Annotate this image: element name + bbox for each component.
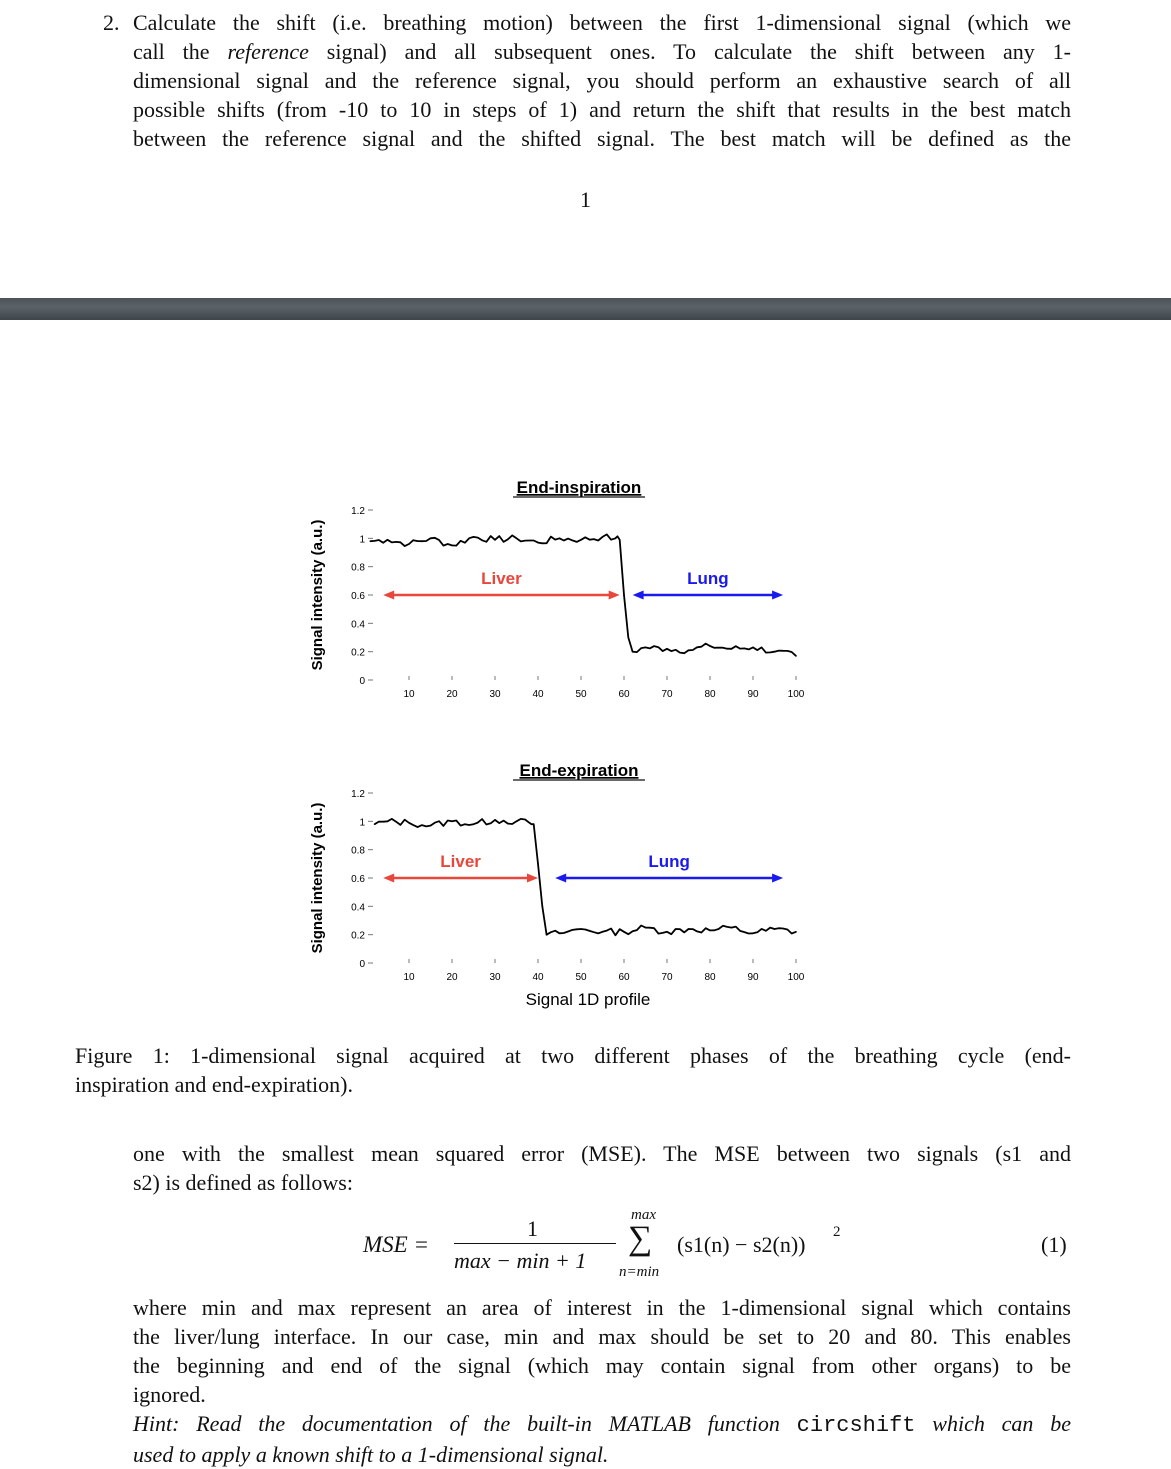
y-tick-label: 1.2	[351, 789, 365, 800]
data-point	[645, 927, 647, 929]
x-tick-label: 60	[618, 972, 630, 983]
data-point	[580, 928, 582, 930]
data-point	[774, 928, 776, 930]
x-tick-label: 40	[532, 689, 544, 700]
page-separator	[0, 298, 1171, 320]
page-top	[0, 0, 1171, 298]
data-point	[688, 649, 690, 651]
equation-numerator: 1	[527, 1216, 538, 1241]
data-point	[666, 648, 668, 650]
x-tick-label: 90	[747, 689, 759, 700]
y-tick-label: 1.2	[351, 506, 365, 517]
caption-line: Figure 1: 1-dimensional signal acquired at two different phases of the breathing cycle (end-	[75, 1043, 1071, 1068]
data-point	[430, 538, 432, 540]
arrowhead-left	[383, 874, 394, 883]
figure-signal-profiles	[0, 340, 1171, 1040]
caption-line: inspiration and end-expiration).	[75, 1072, 353, 1097]
x-tick-label: 80	[704, 689, 716, 700]
chart-title: End-expiration	[519, 761, 639, 780]
y-axis-label: Signal intensity (a.u.)	[309, 519, 326, 671]
y-tick-label: 0.8	[351, 845, 365, 857]
arrowhead-right	[609, 591, 620, 600]
y-tick-label: 0	[359, 959, 365, 970]
figure-caption	[75, 1041, 1071, 1099]
y-tick-label: 0.2	[351, 647, 365, 659]
equation-exponent: 2	[833, 1224, 841, 1240]
y-tick-label: 1	[359, 534, 365, 546]
emphasis-reference: reference	[227, 39, 309, 64]
data-point	[632, 651, 634, 653]
x-tick-label: 80	[704, 972, 716, 983]
data-point	[619, 539, 621, 541]
data-point	[430, 825, 432, 827]
data-point	[494, 819, 496, 821]
x-tick-label: 90	[747, 972, 759, 983]
data-point	[602, 536, 604, 538]
y-tick-label: 0.8	[351, 562, 365, 574]
x-tick-label: 70	[661, 972, 673, 983]
y-tick-label: 0.6	[351, 874, 365, 885]
data-point	[623, 931, 625, 933]
text-line: s2) is defined as follows:	[133, 1170, 353, 1195]
data-point	[795, 931, 797, 933]
text-line: the beginning and end of the signal (which may contain signal from other organs) to be	[133, 1353, 1071, 1378]
data-point	[451, 545, 453, 547]
arrowhead-right	[527, 874, 538, 883]
data-point	[559, 932, 561, 934]
arrowhead-left	[383, 591, 394, 600]
text-line: Calculate the shift (i.e. breathing motion) between the first 1-dimensional signal (which we	[133, 10, 1071, 35]
data-point	[709, 930, 711, 932]
equation-denominator: max − min + 1	[454, 1248, 587, 1273]
sum-upper-limit: max	[631, 1207, 656, 1223]
y-tick-label: 0	[359, 676, 365, 687]
text-line: between the reference signal and the shifted signal. The best match will be defined as the	[133, 126, 1071, 151]
data-point	[628, 637, 630, 639]
data-point	[546, 934, 548, 936]
sum-symbol: ∑	[628, 1220, 653, 1257]
y-tick-label: 0.6	[351, 591, 365, 602]
data-point	[688, 928, 690, 930]
x-tick-label: 60	[618, 689, 630, 700]
data-point	[387, 539, 389, 541]
hint-line: Hint: Read the documentation of the built-in MATLAB function circshift which can be	[133, 1411, 1071, 1438]
list-number: 2.	[103, 10, 120, 35]
data-point	[795, 655, 797, 657]
code-circshift: circshift	[796, 1413, 916, 1438]
data-point	[473, 536, 475, 538]
data-point	[542, 906, 544, 908]
text-line: call the reference signal) and all subsequent ones. To calculate the shift between any 1-	[133, 39, 1071, 64]
fraction-bar	[454, 1243, 616, 1244]
data-point	[602, 931, 604, 933]
x-tick-label: 30	[489, 689, 501, 700]
equation-lhs: MSE =	[363, 1232, 429, 1257]
x-tick-label: 10	[403, 972, 415, 983]
x-tick-label: 20	[446, 972, 458, 983]
equation-mse	[0, 1202, 1171, 1292]
data-point	[709, 645, 711, 647]
text-line: where min and max represent an area of interest in the 1-dimensional signal which contains	[133, 1295, 1071, 1320]
data-point	[533, 823, 535, 825]
x-tick-label: 20	[446, 689, 458, 700]
x-tick-label: 30	[489, 972, 501, 983]
paragraph-shift-instructions	[103, 8, 1071, 153]
data-point	[752, 647, 754, 649]
paragraph-min-max	[133, 1293, 1071, 1469]
data-point	[774, 651, 776, 653]
lung-label: Lung	[687, 569, 729, 588]
data-point	[752, 932, 754, 934]
data-point	[529, 822, 531, 824]
arrowhead-left	[633, 591, 644, 600]
x-tick-label: 100	[787, 689, 805, 700]
data-point	[516, 538, 518, 540]
equation-summand: (s1(n) − s2(n))	[677, 1232, 806, 1257]
x-tick-label: 10	[403, 689, 415, 700]
data-point	[731, 648, 733, 650]
x-tick-label: 50	[575, 689, 587, 700]
data-point	[408, 822, 410, 824]
hint-line: used to apply a known shift to a 1-dimensional signal.	[133, 1442, 609, 1467]
y-tick-label: 0.2	[351, 930, 365, 942]
data-point	[408, 543, 410, 545]
y-tick-label: 1	[359, 817, 365, 829]
x-tick-label: 70	[661, 689, 673, 700]
x-tick-label: 100	[787, 972, 805, 983]
data-point	[370, 540, 372, 542]
data-point	[537, 863, 539, 865]
arrowhead-left	[555, 874, 566, 883]
y-axis-label: Signal intensity (a.u.)	[309, 802, 326, 954]
data-point	[473, 823, 475, 825]
data-point	[537, 542, 539, 544]
chart-end-inspiration	[309, 478, 805, 700]
text-line: ignored.	[133, 1382, 206, 1407]
data-point	[451, 821, 453, 823]
text-line: possible shifts (from -10 to 10 in steps of 1) and return the shift that results in the best match	[133, 97, 1071, 122]
text-line: the liver/lung interface. In our case, min and max should be set to 20 and 80. This enables	[133, 1324, 1071, 1349]
data-point	[580, 539, 582, 541]
x-tick-label: 40	[532, 972, 544, 983]
data-point	[516, 821, 518, 823]
equation-number: (1)	[1041, 1232, 1067, 1257]
data-point	[559, 538, 561, 540]
chart-title: End-inspiration	[516, 478, 642, 497]
lung-label: Lung	[648, 852, 690, 871]
paragraph-mse	[133, 1139, 1071, 1197]
liver-label: Liver	[440, 852, 481, 871]
y-tick-label: 0.4	[351, 902, 365, 914]
x-tick-label: 50	[575, 972, 587, 983]
data-point	[494, 539, 496, 541]
text-line: one with the smallest mean squared error (MSE). The MSE between two signals (s1 and	[133, 1141, 1071, 1166]
arrowhead-right	[772, 591, 783, 600]
data-point	[615, 538, 617, 540]
data-point	[374, 823, 376, 825]
text-line: dimensional signal and the reference signal, you should perform an exhaustive search of all	[133, 68, 1071, 93]
data-point	[666, 931, 668, 933]
page-number: 1	[580, 187, 591, 212]
x-axis-label: Signal 1D profile	[525, 990, 651, 1009]
data-point	[645, 647, 647, 649]
sum-lower-limit: n=min	[619, 1264, 660, 1280]
arrowhead-right	[772, 874, 783, 883]
liver-label: Liver	[481, 569, 522, 588]
y-tick-label: 0.4	[351, 619, 365, 631]
chart-end-expiration	[309, 761, 805, 983]
data-point	[387, 821, 389, 823]
data-point	[731, 927, 733, 929]
data-point	[623, 594, 625, 596]
